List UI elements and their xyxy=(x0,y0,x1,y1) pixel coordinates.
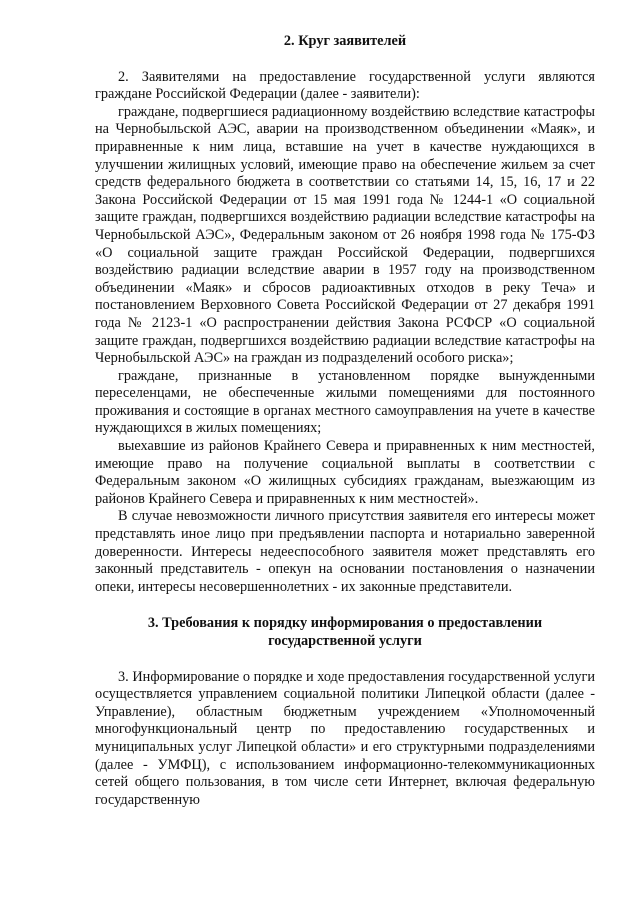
section-3-heading: 3. Требования к порядку информирования о предоставлении государственной услуги xyxy=(147,615,543,649)
document-body xyxy=(95,33,595,809)
section-2-paragraph-representatives: В случае невозможности личного присутствия заявителя его интересы может представлять иное лицо при предъявлении паспорта и нотариально заверенной доверенности. Интересы недееспособного заявителя может представлять его законный представитель - опекун на основании постановления о назначении опеки, интересы несовершеннолетних - их законные представители. xyxy=(95,508,595,595)
section-2-heading: 2. Круг заявителей xyxy=(283,33,407,49)
section-2-paragraph-far-north: выехавшие из районов Крайнего Севера и приравненных к ним местностей, имеющие право на получение социальной выплаты в соответствии с Федеральным законом «О жилищных субсидиях гражданам, выезжающим из районов Крайнего Севера и приравненных к ним местностей». xyxy=(95,438,595,507)
section-2-paragraph-chernobyl: граждане, подвергшиеся радиационному воздействию вследствие катастрофы на Чернобыльской АЭС, аварии на производственном объединении «Маяк», и приравненные к ним лица, вставшие на учет в качестве нуждающихся в улучшении жилищных условий, имеющие право на обеспечение жильем за счет средств федерального бюджета в соответствии со статьями 14, 15, 16, 17 и 22 Закона Российской Федерации от 15 мая 1991 года № 1244-1 «О социальной защите граждан, подвергшихся воздействию радиации вследствие катастрофы на Чернобыльской АЭС», Федеральным законом от 26 ноября 1998 года № 175-ФЗ «О социальной защите граждан Российской Федерации, подвергшихся воздействию радиации вследствие аварии в 1957 году на производственном объединении «Маяк» и сбросов радиоактивных отходов в реку Теча» и постановлением Верховного Совета Российской Федерации от 27 декабря 1991 года № 2123-1 «О распространении действия Закона РСФСР «О социальной защите граждан, подвергшихся воздействию радиации вследствие катастрофы на Чернобыльской АЭС» на граждан из подразделений особого риска»; xyxy=(95,103,595,367)
section-2-paragraph-migrants: граждане, признанные в установленном порядке вынужденными переселенцами, не обеспеченные жилыми помещениями для постоянного проживания и состоящие в органах местного самоуправления на учете в качестве нуждающихся в жилых помещениях; xyxy=(95,367,595,437)
section-2-paragraph-1: 2. Заявителями на предоставление государственной услуги являются граждане Российской Федерации (далее - заявители): xyxy=(95,68,595,103)
section-3-paragraph-1: 3. Информирование о порядке и ходе предоставления государственной услуги осуществляется управлением социальной политики Липецкой области (далее - Управление), областным бюджетным учреждением «Уполномоченный многофункциональный центр по предоставлению государственных и муниципальных услуг Липецкой области» и его структурными подразделениями (далее - УМФЦ), с использованием информационно-телекоммуникационных сетей общего пользования, в том числе сети Интернет, включая федеральную государственную xyxy=(95,668,595,808)
